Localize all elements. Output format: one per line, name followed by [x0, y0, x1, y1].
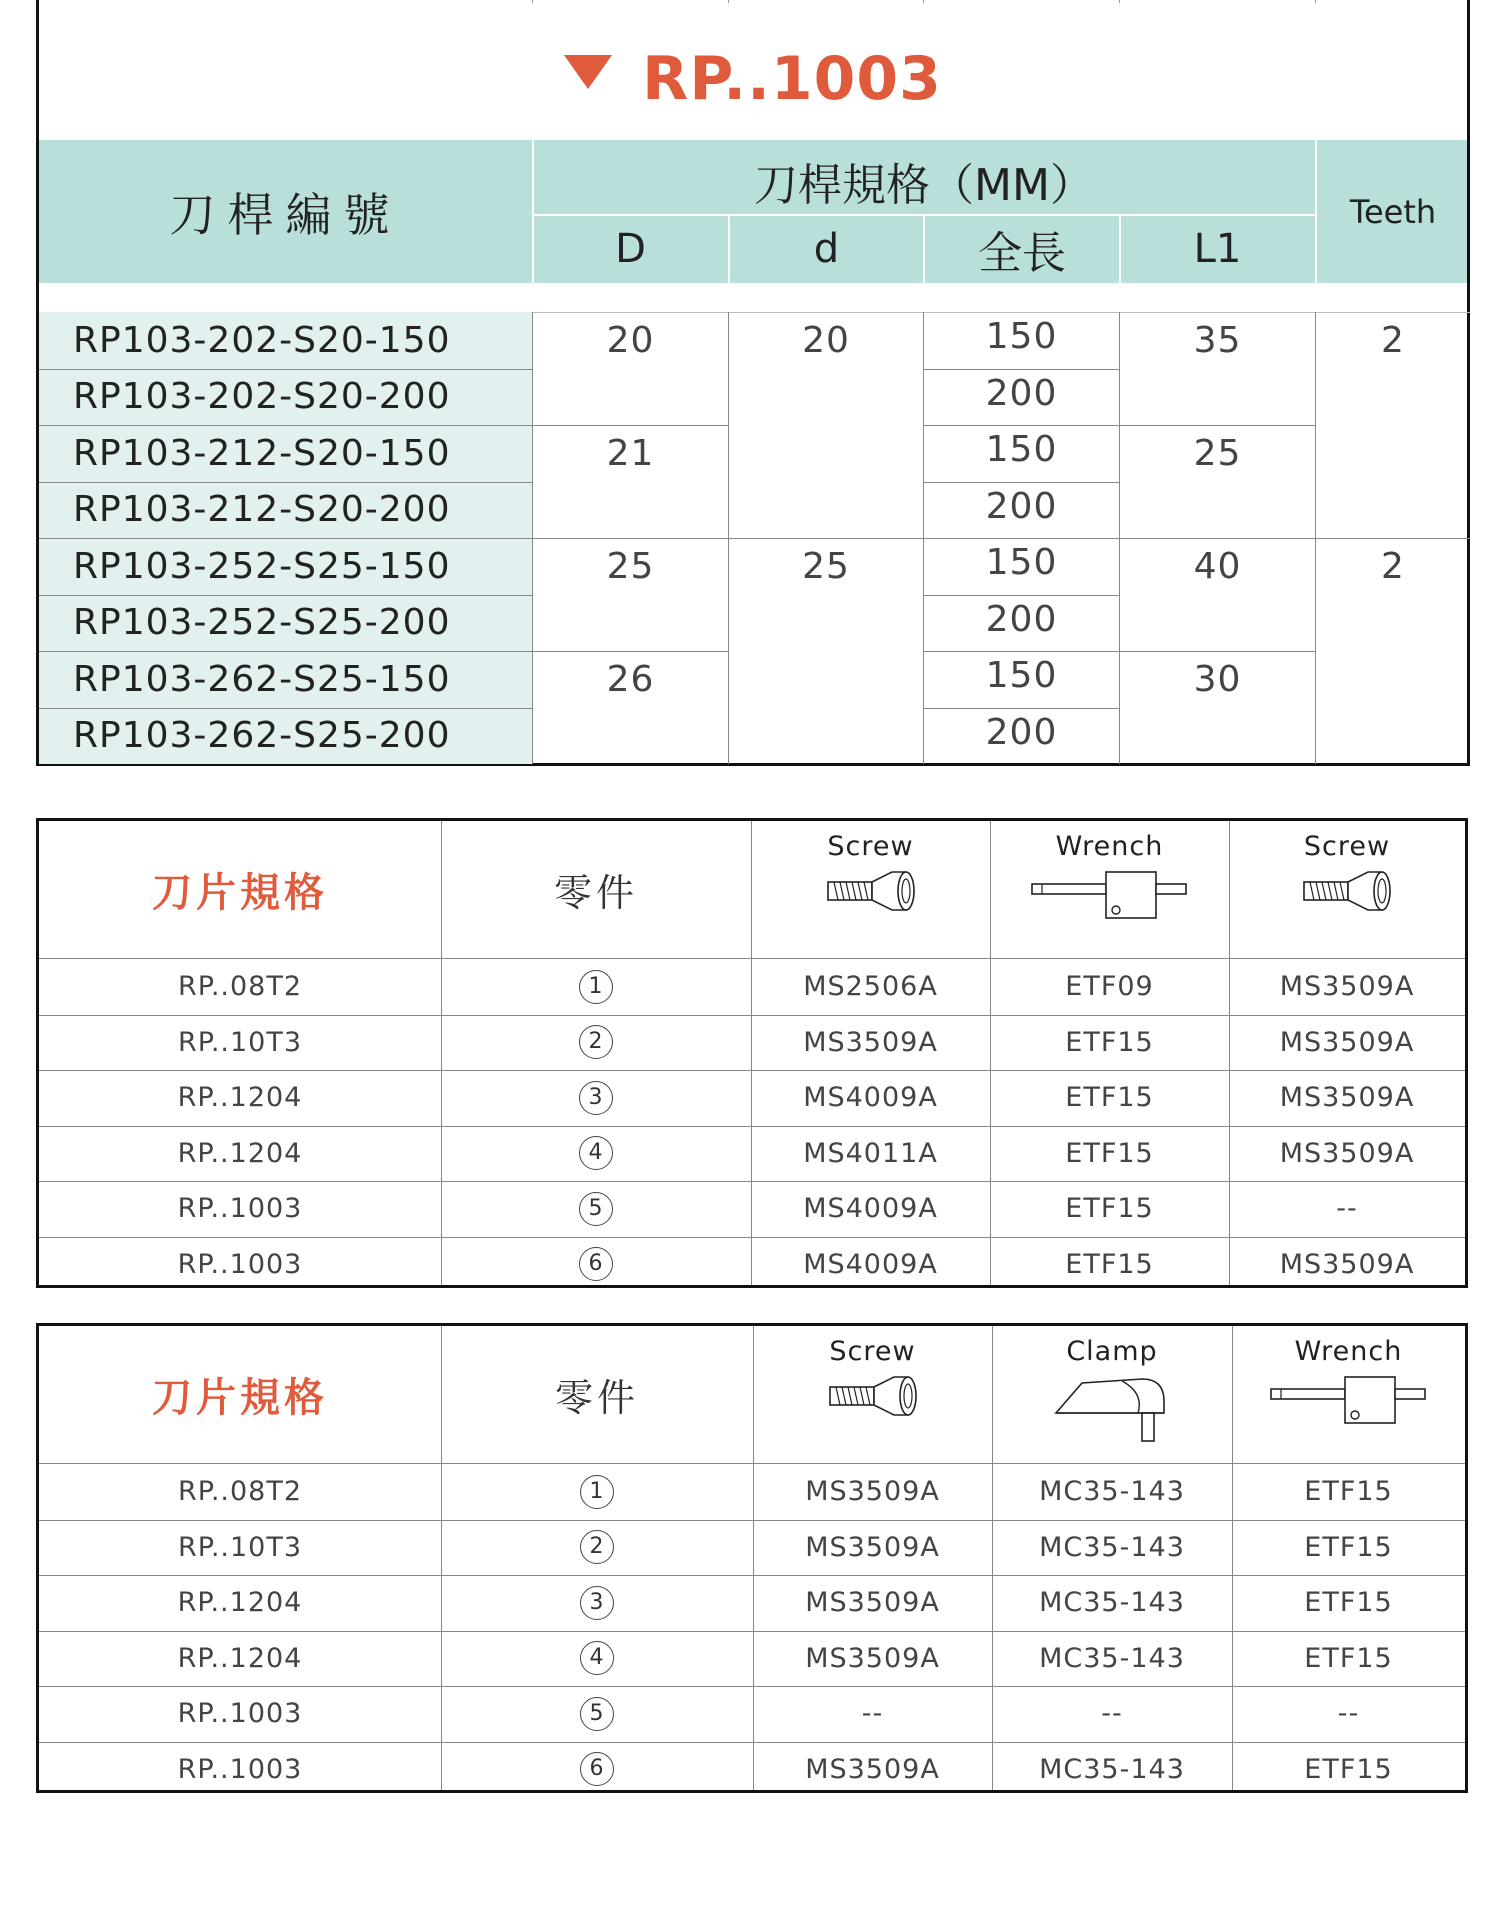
parts-label: 零件 [554, 1376, 639, 1420]
value-D: 25 [606, 546, 655, 587]
parts-header [39, 1326, 1465, 1463]
divider [924, 595, 1119, 596]
table-header [39, 140, 1467, 283]
part-code: -- [861, 1698, 884, 1730]
header-col-length: 全長 [978, 227, 1066, 279]
section-title-text: RP..1003 [642, 44, 942, 114]
part-code: MS4009A [803, 1193, 938, 1225]
insert-name: RP..1204 [177, 1587, 303, 1619]
circled-number: 1 [579, 970, 613, 1004]
circled-number: 2 [580, 1530, 614, 1564]
part-code: MS3509A [1279, 1248, 1415, 1280]
part-code: MS3509A [803, 1026, 938, 1058]
screw-icon [826, 868, 916, 914]
value-length: 200 [985, 598, 1058, 640]
divider [1119, 0, 1120, 3]
part-code: MS2506A [803, 971, 938, 1003]
divider [39, 651, 532, 652]
holder-code: RP103-252-S25-200 [39, 595, 532, 652]
section-title [39, 44, 1467, 124]
divider [441, 821, 442, 1285]
divider [924, 482, 1119, 483]
holder-spec-table [36, 0, 1470, 766]
part-code: ETF15 [1065, 1248, 1154, 1280]
value-D: 26 [606, 659, 655, 700]
divider [1120, 651, 1315, 652]
part-code: MS3509A [805, 1753, 940, 1785]
circled-number: 3 [580, 1586, 614, 1620]
insert-name: RP..1003 [177, 1753, 303, 1785]
divider [1315, 0, 1316, 3]
circled-number: 4 [580, 1641, 614, 1675]
part-code: MC35-143 [1039, 1753, 1185, 1785]
divider [532, 0, 533, 3]
value-length: 200 [985, 711, 1058, 753]
divider [728, 214, 730, 283]
divider [1316, 538, 1470, 539]
part-number [441, 1181, 751, 1237]
table-row [39, 1575, 1465, 1631]
divider [39, 708, 532, 709]
value-D: 21 [606, 433, 655, 474]
parts-label: 零件 [553, 871, 638, 915]
divider [533, 651, 728, 652]
part-code: ETF15 [1065, 1137, 1154, 1169]
part-code: -- [1101, 1698, 1123, 1730]
table-row [39, 1070, 1465, 1126]
header-spec-group: 刀桿規格（MM） [754, 160, 1094, 211]
value-L1: 30 [1193, 659, 1242, 700]
insert-name: RP..10T3 [177, 1026, 303, 1058]
part-number [441, 1070, 751, 1126]
part-number [441, 959, 751, 1015]
tool-name: Wrench [1055, 831, 1164, 862]
part-code: MS3509A [1279, 1082, 1415, 1114]
divider [924, 708, 1119, 709]
header-col-D: D [615, 225, 646, 272]
tool-column-header [1232, 1326, 1465, 1463]
divider [923, 0, 924, 3]
divider [1315, 140, 1317, 283]
part-code: MS3509A [805, 1476, 940, 1508]
circled-number: 5 [580, 1697, 614, 1731]
part-number [441, 1237, 751, 1293]
part-number [441, 1631, 753, 1687]
clamp-icon [1052, 1373, 1172, 1443]
tool-name: Clamp [1066, 1336, 1158, 1367]
part-code: ETF15 [1065, 1193, 1154, 1225]
part-code: MS3509A [805, 1587, 940, 1619]
value-D: 20 [606, 320, 655, 361]
divider [728, 0, 729, 3]
circled-number: 6 [580, 1752, 614, 1786]
part-code: ETF15 [1065, 1026, 1154, 1058]
part-code: ETF09 [1065, 971, 1154, 1003]
holder-code: RP103-262-S25-150 [39, 651, 532, 708]
holder-code: RP103-202-S20-150 [39, 312, 532, 369]
divider [729, 538, 923, 539]
parts-header [39, 821, 1465, 958]
circled-number: 5 [579, 1192, 613, 1226]
tool-column-header [751, 821, 990, 958]
part-number [441, 1520, 753, 1576]
divider [1119, 214, 1121, 283]
divider [533, 425, 728, 426]
tool-name: Wrench [1294, 1336, 1403, 1367]
insert-name: RP..1204 [177, 1082, 303, 1114]
insert-name: RP..10T3 [177, 1531, 303, 1563]
part-code: ETF15 [1304, 1642, 1393, 1674]
part-code: MS4009A [803, 1082, 938, 1114]
tool-column-header [992, 1326, 1232, 1463]
table-row [39, 1464, 1465, 1520]
tool-column-header [990, 821, 1229, 958]
part-number [441, 1464, 753, 1520]
divider [751, 821, 752, 1285]
divider [533, 538, 728, 539]
circled-number: 2 [579, 1025, 613, 1059]
part-number [441, 1575, 753, 1631]
insert-name: RP..08T2 [177, 971, 303, 1003]
parts-table-2 [36, 1323, 1468, 1793]
tool-name: Screw [1303, 831, 1391, 862]
table-row [39, 1520, 1465, 1576]
divider [39, 425, 532, 426]
holder-code: RP103-252-S25-150 [39, 538, 532, 595]
table-row [39, 1631, 1465, 1687]
table-row [39, 1015, 1465, 1071]
tool-column-header [1229, 821, 1465, 958]
divider [1120, 538, 1315, 539]
value-length: 150 [985, 542, 1058, 583]
parts-title: 刀片規格 [152, 1375, 328, 1421]
part-code: -- [1337, 1698, 1360, 1730]
header-col-L1: L1 [1193, 225, 1242, 272]
divider [1120, 425, 1315, 426]
screw-icon [828, 1373, 918, 1419]
part-code: MS4009A [803, 1248, 938, 1280]
divider [441, 1326, 442, 1790]
parts-table-1 [36, 818, 1468, 1288]
part-code: MC35-143 [1039, 1642, 1185, 1674]
part-code: MC35-143 [1039, 1476, 1185, 1508]
value-teeth: 2 [1381, 546, 1405, 587]
value-d: 25 [802, 546, 850, 587]
part-code: ETF15 [1304, 1476, 1393, 1508]
divider [990, 821, 991, 1285]
insert-name: RP..1003 [177, 1698, 303, 1730]
part-code: MS3509A [1279, 1137, 1415, 1169]
part-code: ETF15 [1065, 1082, 1154, 1114]
circled-number: 3 [579, 1081, 613, 1115]
value-teeth: 2 [1381, 320, 1405, 361]
part-code: MC35-143 [1039, 1531, 1185, 1563]
circled-number: 4 [579, 1136, 613, 1170]
header-code: 刀桿編號 [169, 187, 402, 242]
divider [923, 214, 925, 283]
part-code: MC35-143 [1039, 1587, 1185, 1619]
insert-name: RP..1003 [177, 1193, 303, 1225]
part-number [441, 1126, 751, 1182]
table-row [39, 959, 1465, 1015]
triangle-down-icon [564, 55, 612, 89]
value-length: 150 [985, 316, 1058, 357]
value-length: 150 [985, 655, 1058, 696]
part-code: MS3509A [805, 1642, 940, 1674]
value-d: 20 [802, 320, 850, 361]
holder-code: RP103-212-S20-150 [39, 425, 532, 482]
holder-code: RP103-202-S20-200 [39, 369, 532, 426]
header-col-d: d [813, 225, 840, 272]
table-row [39, 1181, 1465, 1237]
divider [924, 651, 1119, 652]
divider [924, 369, 1119, 370]
value-L1: 25 [1193, 433, 1242, 474]
value-length: 150 [985, 429, 1058, 470]
circled-number: 1 [580, 1475, 614, 1509]
header-teeth: Teeth [1349, 192, 1437, 231]
wrench-icon [1269, 1373, 1429, 1427]
part-number [441, 1742, 753, 1798]
part-code: ETF15 [1304, 1753, 1393, 1785]
part-code: MS3509A [805, 1531, 940, 1563]
divider [1229, 821, 1230, 1285]
parts-title: 刀片規格 [152, 870, 328, 916]
divider [532, 140, 534, 283]
part-code: -- [1336, 1193, 1358, 1225]
holder-code: RP103-262-S25-200 [39, 708, 532, 765]
tool-name: Screw [829, 1336, 916, 1367]
divider [39, 538, 532, 539]
part-number [441, 1686, 753, 1742]
part-number [441, 1015, 751, 1071]
divider [924, 538, 1119, 539]
value-L1: 35 [1193, 320, 1242, 361]
circled-number: 6 [579, 1247, 613, 1281]
value-L1: 40 [1193, 546, 1242, 587]
insert-name: RP..1204 [177, 1642, 303, 1674]
divider [39, 595, 532, 596]
table-row [39, 1742, 1465, 1798]
wrench-icon [1030, 868, 1190, 922]
divider [1232, 1326, 1233, 1790]
part-code: MS3509A [1279, 971, 1415, 1003]
table-row [39, 1237, 1465, 1293]
insert-name: RP..08T2 [177, 1476, 303, 1508]
value-length: 200 [985, 372, 1058, 414]
insert-name: RP..1003 [177, 1248, 303, 1280]
divider [992, 1326, 993, 1790]
table-row [39, 1126, 1465, 1182]
divider [753, 1326, 754, 1790]
value-length: 200 [985, 485, 1058, 527]
part-code: MS4011A [803, 1137, 938, 1169]
part-code: ETF15 [1304, 1587, 1393, 1619]
divider [39, 482, 532, 483]
part-code: MS3509A [1279, 1026, 1415, 1058]
insert-name: RP..1204 [177, 1137, 303, 1169]
tool-column-header [753, 1326, 992, 1463]
holder-code: RP103-212-S20-200 [39, 482, 532, 539]
table-row [39, 1686, 1465, 1742]
part-code: ETF15 [1304, 1531, 1393, 1563]
divider [39, 369, 532, 370]
divider [924, 425, 1119, 426]
screw-icon [1302, 868, 1392, 914]
tool-name: Screw [827, 831, 914, 862]
